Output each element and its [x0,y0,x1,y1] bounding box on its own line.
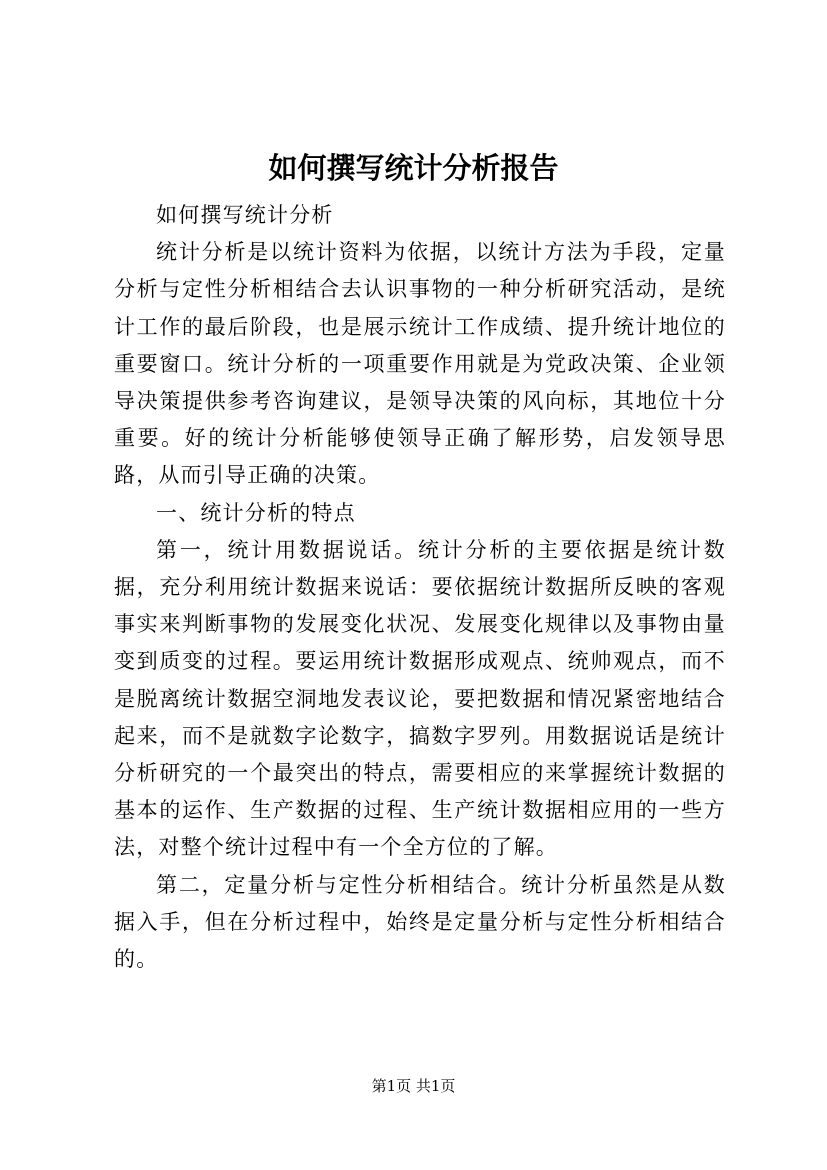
document-title: 如何撰写统计分析报告 [268,151,559,185]
paragraph-point-one: 第一，统计用数据说话。统计分析的主要依据是统计数据，充分利用统计数据来说话：要依据统计数据所反映的客观事实来判断事物的发展变化状况、发展变化规律以及事物由量变到质变的过程。要运用统计数据形成观点、统帅观点，而不是脱离统计数据空洞地发表议论，要把数据和情况紧密地结合起来，而不是就数字论数字，搞数字罗列。用数据说话是统计分析研究的一个最突出的特点，需要相应的来掌握统计数据的基本的运作、生产数据的过程、生产统计数据相应用的一些方法，对整个统计过程中有一个全方位的了解。 [114,537,726,860]
page-footer: 第1页 共1页 [371,1077,456,1095]
document-body [114,197,726,978]
paragraph-intro: 统计分析是以统计资料为依据，以统计方法为手段，定量分析与定性分析相结合去认识事物的一种分析研究活动，是统计工作的最后阶段，也是展示统计工作成绩、提升统计地位的重要窗口。统计分析的一项重要作用就是为党政决策、企业领导决策提供参考咨询建议，是领导决策的风向标，其地位十分重要。好的统计分析能够使领导正确了解形势，启发领导思路，从而引导正确的决策。 [114,240,726,488]
section-heading: 一、统计分析的特点 [156,500,356,525]
paragraph-subtitle: 如何撰写统计分析 [156,203,334,227]
paragraph-point-two: 第二，定量分析与定性分析相结合。统计分析虽然是从数据入手，但在分析过程中，始终是定量分析与定性分析相结合的。 [114,872,726,972]
